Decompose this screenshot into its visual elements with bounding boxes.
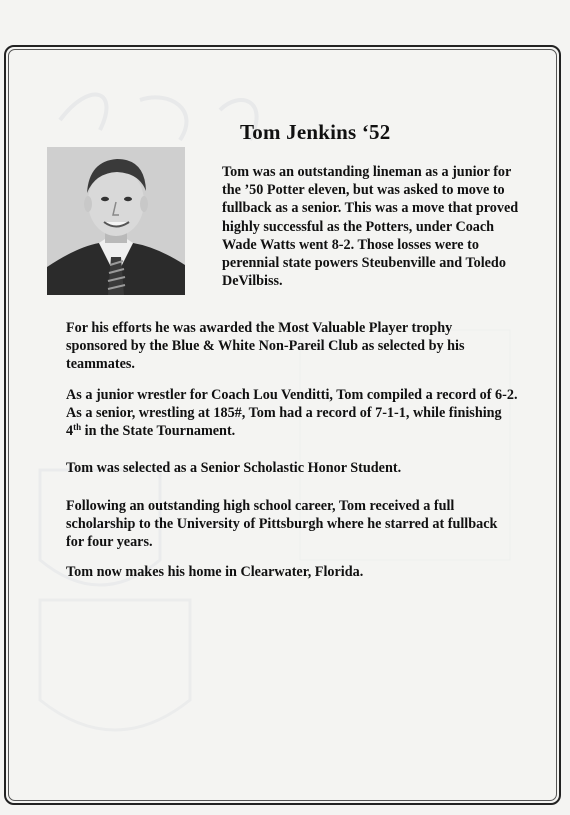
- wrestling-text-end: in the State Tournament.: [81, 423, 236, 440]
- paragraph-mvp-award: For his efforts he was awarded the Most Valuable Player trophy sponsored by the Blue & White Non-Pareil Club as selected by his teammates.: [66, 320, 465, 373]
- ordinal-suffix: th: [73, 422, 82, 433]
- paragraph-football-career: Tom was an outstanding lineman as a junior for the ’50 Potter eleven, but was asked to move to fullback as a senior. This was a move that proved highly successful as the Potters, under Coach Wade Watts went 8-2. Those losses were to perennial state powers Steubenville and Toledo DeVilbiss.: [222, 164, 519, 290]
- paragraph-college-scholarship: Following an outstanding high school career, Tom received a full scholarship to the University of Pittsburgh where he starred at fullback for four years.: [66, 498, 498, 551]
- portrait-illustration: [47, 147, 185, 295]
- paragraph-wrestling: [66, 386, 520, 441]
- portrait-photo: [47, 147, 185, 295]
- wrestling-text-start: As a junior wrestler for Coach Lou Venditti, Tom compiled a record of 6-2. As a senior, wrestling at 185#, Tom had a record of 7-1-1, while finishing 4: [66, 387, 518, 440]
- page-title: Tom Jenkins ‘52: [240, 120, 391, 144]
- paragraph-honor-student: Tom was selected as a Senior Scholastic Honor Student.: [66, 460, 402, 476]
- paragraph-residence: Tom now makes his home in Clearwater, Florida.: [66, 564, 364, 580]
